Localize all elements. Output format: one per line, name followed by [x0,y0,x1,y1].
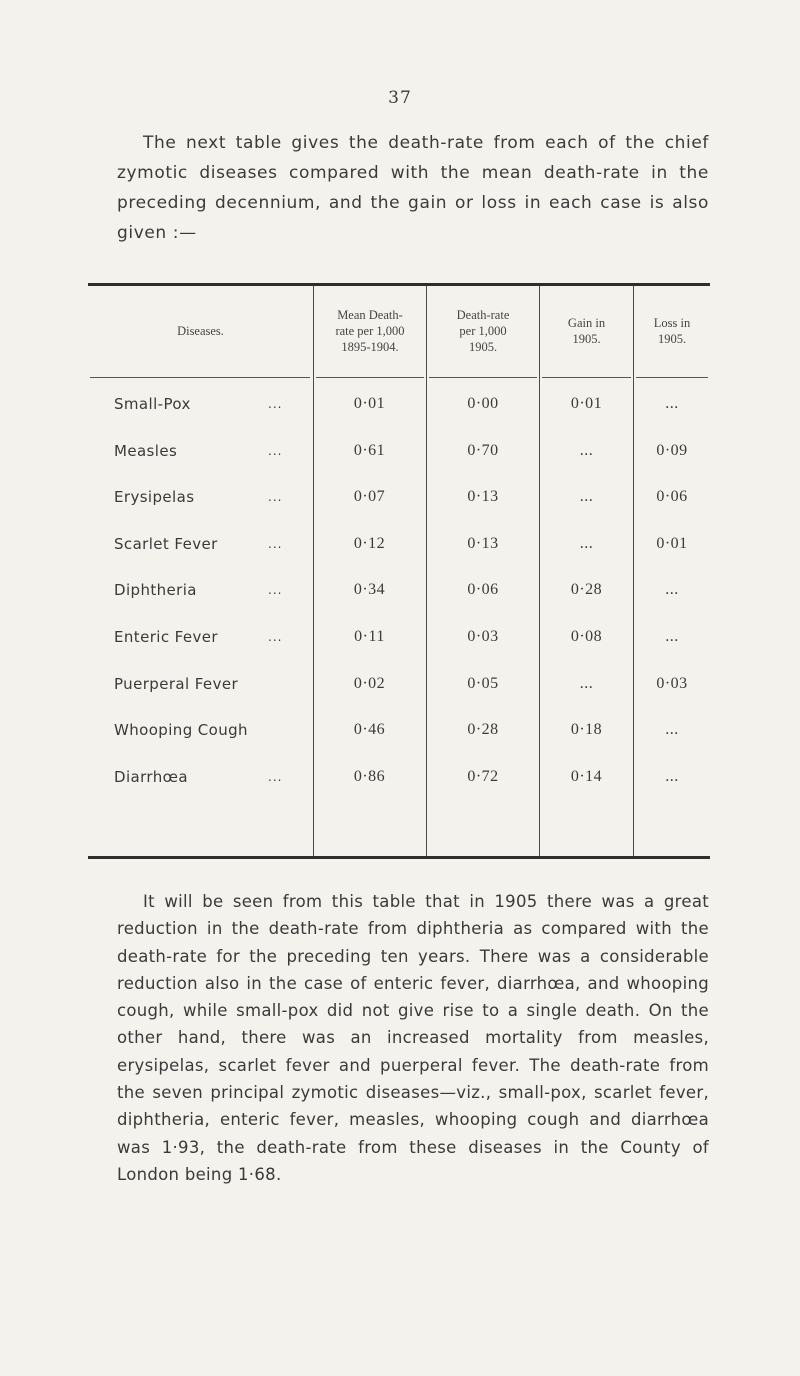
loss-1905: 0·01 [656,534,688,552]
loss-1905: 0·03 [656,674,688,692]
disease-name: Diphtheria [114,581,197,600]
gain-1905: 0·08 [570,628,603,645]
gain-1905: ... [579,488,594,506]
header-mean-death-rate: Mean Death- rate per 1,000 1895-1904. [335,308,405,354]
loss-1905: ... [665,721,679,739]
death-rate-1905: 0·13 [467,488,499,506]
table-row [88,754,710,800]
disease-name: Enteric Fever [114,628,218,646]
mean-death-rate: 0·34 [353,581,386,599]
table-row [88,474,710,520]
disease-name: Small-Pox [114,395,191,413]
header-rule [316,377,424,378]
header-rule [542,377,631,378]
death-rate-table [88,283,710,859]
death-rate-1905: 0·13 [467,534,499,552]
header-rule [429,377,537,378]
table-row [88,707,710,753]
death-rate-1905: 0·00 [467,395,499,412]
header-rule [90,377,310,378]
mean-death-rate: 0·11 [354,628,385,645]
header-rule [636,377,708,378]
table-row [88,381,710,427]
closing-paragraph: It will be seen from this table that in 1905 there was a great reduction in the death-rate from diphtheria as compared with the death-rate for the preceding ten years. There was a considerable reduction also in the case of enteric fever, diarrhœa, and whooping cough, while small-pox did not give rise to a single death. On the other hand, there was an increased mortality from measles, erysipelas, scarlet fever and puerperal fever. The death-rate from the seven principal zymotic diseases—viz., small-pox, scarlet fever, diphtheria, enteric fever, measles, whooping cough and diarrhœa was 1·93, the death-rate from these diseases in the County of London being 1·68. [117,892,709,1184]
gain-1905: ... [579,534,594,552]
table-row [88,661,710,707]
header-loss: Loss in 1905. [653,316,691,346]
mean-death-rate: 0·01 [353,395,386,412]
death-rate-1905: 0·28 [467,721,499,739]
death-rate-1905: 0·03 [467,628,499,645]
loss-1905: ... [665,395,679,412]
leader-dots: ... [268,583,283,598]
disease-name: Diarrhœa [114,767,188,786]
leader-dots [268,707,298,753]
gain-1905: 0·01 [570,395,603,412]
gain-1905: 0·18 [570,721,603,739]
leader-dots: ... [268,630,283,644]
leader-dots: ... [268,397,283,411]
page-number: 37 [388,88,412,108]
leader-dots [268,661,298,707]
table-row [88,521,710,567]
mean-death-rate: 0·12 [353,534,386,552]
mean-death-rate: 0·02 [353,674,386,692]
disease-name: Erysipelas [114,488,195,507]
table-row [88,428,710,474]
gain-1905: 0·14 [570,767,603,785]
table-row [88,567,710,613]
disease-name: Measles [114,441,178,460]
loss-1905: ... [665,581,679,599]
disease-name: Whooping Cough [114,721,248,740]
mean-death-rate: 0·86 [353,767,386,785]
header-gain: Gain in 1905. [567,316,606,346]
leader-dots: ... [268,536,283,551]
loss-1905: 0·06 [656,488,688,506]
gain-1905: 0·28 [570,581,603,599]
mean-death-rate: 0·46 [353,721,386,739]
leader-dots: ... [268,769,283,784]
table-bottom-rule [88,856,710,859]
gain-1905: ... [579,674,594,692]
death-rate-1905: 0·70 [467,441,499,459]
disease-name: Puerperal Fever [114,674,239,693]
mean-death-rate: 0·61 [353,441,386,459]
loss-1905: ... [665,767,679,785]
death-rate-1905: 0·05 [467,674,499,692]
death-rate-1905: 0·06 [467,581,499,599]
loss-1905: 0·09 [656,441,688,459]
gain-1905: ... [579,441,594,459]
header-diseases: Diseases. [177,324,224,338]
disease-name: Scarlet Fever [114,534,218,553]
leader-dots: ... [268,490,283,505]
death-rate-1905: 0·72 [467,767,499,785]
table-row [88,614,710,660]
header-death-rate-1905: Death-rate per 1,000 1905. [456,308,510,354]
intro-paragraph: The next table gives the death-rate from each of the chief zymotic diseases compared with the mean death-rate in the preceding decennium, and the gain or loss in each case is also given :— [117,133,709,243]
leader-dots: ... [268,443,283,458]
loss-1905: ... [665,628,679,645]
mean-death-rate: 0·07 [353,488,386,506]
